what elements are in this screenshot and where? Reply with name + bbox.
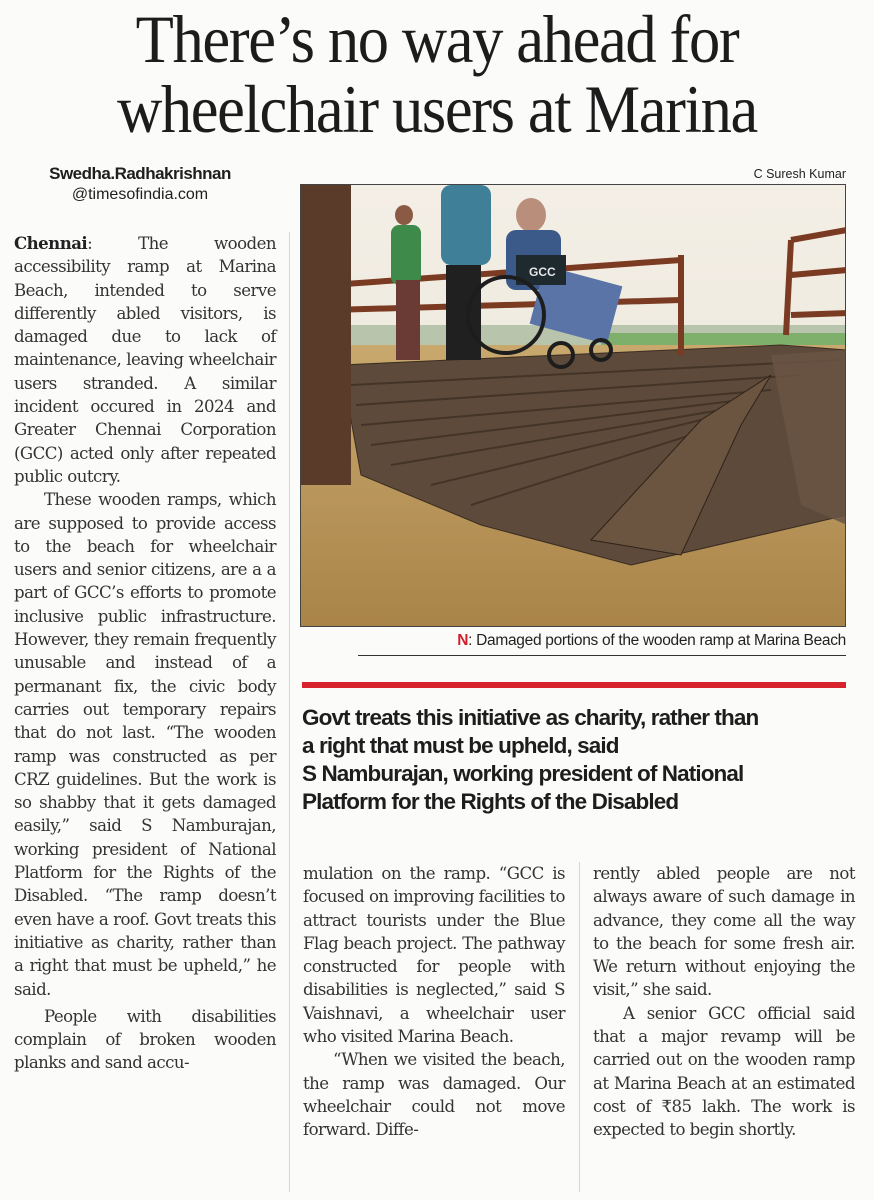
paragraph-1: : The wooden accessibility ramp at Marina Beach, intended to serve differently abled visitors, is damaged due to lack of maintenance, leaving wheelchair users stranded. A similar incident occured in 2024 and Greater Chennai Corporation (GCC) acted only after repeated public outcry. bbox=[14, 234, 276, 486]
byline bbox=[20, 164, 260, 204]
pullquote-rule bbox=[302, 682, 846, 688]
headline bbox=[35, 1, 839, 147]
pullquote bbox=[302, 704, 862, 816]
caption-tag: N bbox=[457, 632, 469, 649]
pullquote-line-3: S Namburajan, working president of National bbox=[302, 761, 744, 786]
column-divider bbox=[289, 232, 290, 1192]
pullquote-line-2: a right that must be upheld, said bbox=[302, 733, 619, 758]
paragraph-4-start: “When we visited the beach, the ramp was damaged. Our wheelchair could not move forward. Diffe- bbox=[303, 1050, 565, 1140]
pullquote-line-4: Platform for the Rights of the Disabled bbox=[302, 789, 679, 814]
column-divider bbox=[579, 862, 580, 1192]
wheelchair-ramp-photo bbox=[301, 185, 846, 627]
article-column-2 bbox=[303, 862, 565, 1142]
headline-line-2: wheelchair users at Marina bbox=[117, 71, 757, 147]
dateline: Chennai bbox=[14, 233, 88, 253]
author-name: Swedha.Radhakrishnan bbox=[49, 164, 231, 183]
author-org: @timesofindia.com bbox=[71, 186, 209, 203]
photo-credit: C Suresh Kumar bbox=[753, 167, 846, 181]
paragraph-3-start: People with disabilities complain of broken wooden planks and sand accu- bbox=[14, 1006, 276, 1073]
photo-caption bbox=[358, 632, 846, 656]
wheelchair-label: GCC bbox=[529, 265, 556, 279]
paragraph-4-continued: rently abled people are not always aware of such damage in advance, they come all the way to the beach for some fresh air. We return without enjoying the visit,” she said. bbox=[593, 864, 855, 1000]
paragraph-2: These wooden ramps, which are supposed to provide access to the beach for wheelchair users and senior citizens, are a a part of GCC’s efforts to promote inclusive public infrastructure. However, they remain frequently unusable and instead of a permanant fix, the civic body carries out temporary repairs that do not last. “The wooden ramp was constructed as per CRZ guidelines. But the work is so shabby that it gets damaged easily,” said S Namburajan, working president of National Platform for the Rights of the Disabled. “The ramp doesn’t even have a roof. Govt treats this initiative as charity, rather than a right that must be upheld,” he said. bbox=[14, 490, 276, 999]
headline-line-1: There’s no way ahead for bbox=[135, 1, 739, 77]
paragraph-3-continued: mulation on the ramp. “GCC is focused on improving facilities to attract tourists under the Blue Flag beach project. The pathway constructed for people with disabilities is neglected,” said S Vaishnavi, a wheelchair user who visited Marina Beach. bbox=[303, 864, 565, 1047]
article-column-3 bbox=[593, 862, 855, 1142]
article-photo bbox=[300, 184, 846, 627]
caption-text: : Damaged portions of the wooden ramp at Marina Beach bbox=[468, 632, 846, 649]
article-column-1 bbox=[14, 232, 276, 1075]
pullquote-line-1: Govt treats this initiative as charity, rather than bbox=[302, 705, 759, 730]
paragraph-5: A senior GCC official said that a major revamp will be carried out on the wooden ramp at Marina Beach at an estimated cost of ₹85 lakh. The work is expected to begin shortly. bbox=[593, 1003, 855, 1140]
